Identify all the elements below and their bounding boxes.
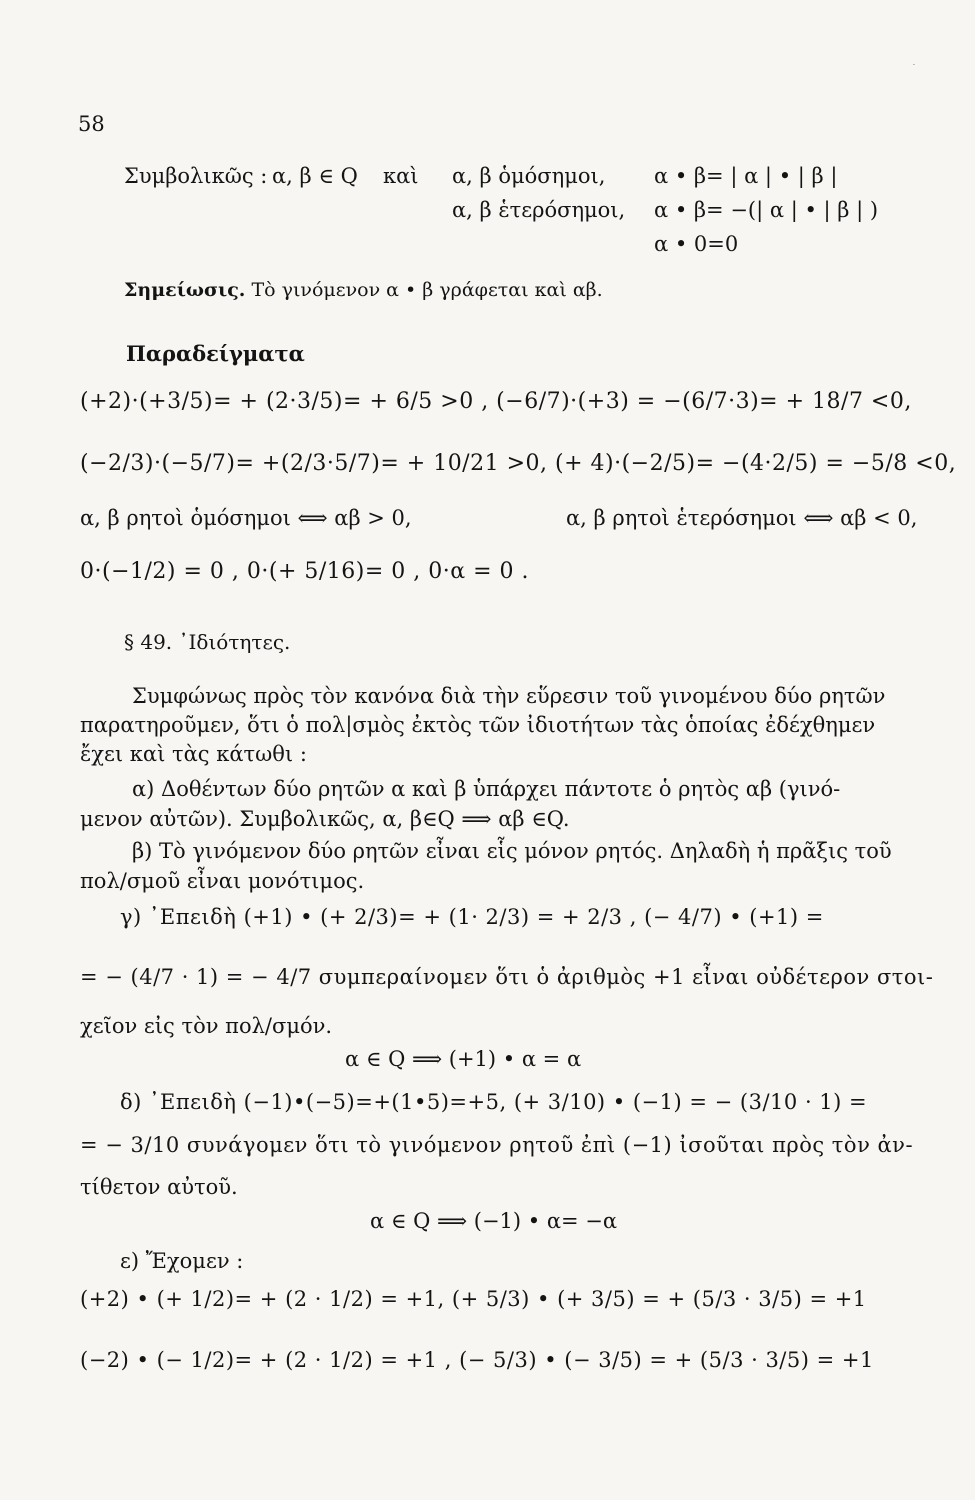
case-same-sign: α, β ὁμόσημοι, <box>452 164 606 188</box>
item-c-line-3: χεῖον εἰς τὸν πολ/σμόν. <box>80 1014 333 1038</box>
sign-rule-different: α, β ρητοὶ ἑτερόσημοι ⟺ αβ < 0, <box>566 506 918 530</box>
item-c-line-1: γ) ᾿Επειδὴ (+1) • (+ 2/3)= + (1· 2/3) = + 2/3 , (− 4/7) • (+1) = <box>120 905 824 929</box>
note-label: Σημείωσις. <box>124 279 246 301</box>
paragraph-line-3: ἔχει καὶ τὰς κάτωθι : <box>80 742 307 766</box>
symbolic-condition: α, β ∈ Q <box>272 164 358 188</box>
note-line <box>124 276 603 304</box>
example-line-3: 0·(−1/2) = 0 , 0·(+ 5/16)= 0 , 0·α = 0 . <box>80 559 530 584</box>
item-e-line-2: (−2) • (− 1/2)= + (2 · 1/2) = +1 , (− 5/3) • (− 3/5) = + (5/3 · 3/5) = +1 <box>80 1348 874 1372</box>
rule-same-sign: α • β= | α | • | β | <box>654 164 838 188</box>
item-a-line-2: μενον αὐτῶν). Συμβολικῶς, α, β∈Q ⟹ αβ ∈Q. <box>80 807 570 831</box>
item-b-line-2: πολ/σμοῦ εἶναι μονότιμος. <box>80 869 365 893</box>
paragraph-line-1: Συμφώνως πρὸς τὸν κανόνα διὰ τὴν εὕρεσιν τοῦ γινομένου δύο ρητῶν <box>132 684 886 708</box>
item-a-line-1: α) Δοθέντων δύο ρητῶν α καὶ β ὑπάρχει πάντοτε ὁ ρητὸς αβ (γινό- <box>132 777 841 801</box>
note-text: Τὸ γινόμενον α • β γράφεται καὶ αβ. <box>251 279 603 301</box>
rule-different-sign: α • β= −(| α | • | β | ) <box>654 198 879 222</box>
item-c-formula: α ∈ Q ⟹ (+1) • α = α <box>345 1047 582 1071</box>
examples-heading: Παραδείγματα <box>126 341 305 366</box>
rule-zero: α • 0=0 <box>654 232 739 256</box>
symbolic-label: Συμβολικῶς : <box>124 164 268 188</box>
item-e-line-1: (+2) • (+ 1/2)= + (2 · 1/2) = +1, (+ 5/3) • (+ 3/5) = + (5/3 · 3/5) = +1 <box>80 1287 867 1311</box>
symbolic-and: καὶ <box>383 164 419 188</box>
item-d-line-1: δ) ᾿Επειδὴ (−1)•(−5)=+(1•5)=+5, (+ 3/10) • (−1) = − (3/10 · 1) = <box>120 1090 868 1114</box>
section-title: § 49. ᾿Ιδιότητες. <box>124 630 291 654</box>
example-line-2: (−2/3)·(−5/7)= +(2/3·5/7)= + 10/21 >0, (+ 4)·(−2/5)= −(4·2/5) = −5/8 <0, <box>80 451 957 476</box>
item-d-formula: α ∈ Q ⟹ (−1) • α= −α <box>370 1209 618 1233</box>
item-e-label: ε) Ἔχομεν : <box>120 1249 244 1273</box>
item-b-line-1: β) Τὸ γινόμενον δύο ρητῶν εἶναι εἷς μόνον ρητός. Δηλαδὴ ἡ πρᾶξις τοῦ <box>132 839 892 863</box>
item-d-line-3: τίθετον αὐτοῦ. <box>80 1175 238 1199</box>
page-number: 58 <box>78 112 105 136</box>
item-c-line-2: = − (4/7 · 1) = − 4/7 συμπεραίνομεν ὅτι ὁ ἀριθμὸς +1 εἶναι οὐδέτερον στοι- <box>80 965 934 989</box>
case-different-sign: α, β ἑτερόσημοι, <box>452 198 626 222</box>
example-line-1: (+2)·(+3/5)= + (2·3/5)= + 6/5 >0 , (−6/7)·(+3) = −(6/7·3)= + 18/7 <0, <box>80 389 912 414</box>
paragraph-line-2: παρατηροῦμεν, ὅτι ὁ πολ|σμὸς ἐκτὸς τῶν ἰδιοτήτων τὰς ὁποίας ἐδέχθημεν <box>80 713 876 737</box>
corner-mark: . <box>913 60 915 67</box>
item-d-line-2: = − 3/10 συνάγομεν ὅτι τὸ γινόμενον ρητοῦ ἐπὶ (−1) ἰσοῦται πρὸς τὸν ἀν- <box>80 1133 914 1157</box>
sign-rule-same: α, β ρητοὶ ὁμόσημοι ⟺ αβ > 0, <box>80 506 412 530</box>
